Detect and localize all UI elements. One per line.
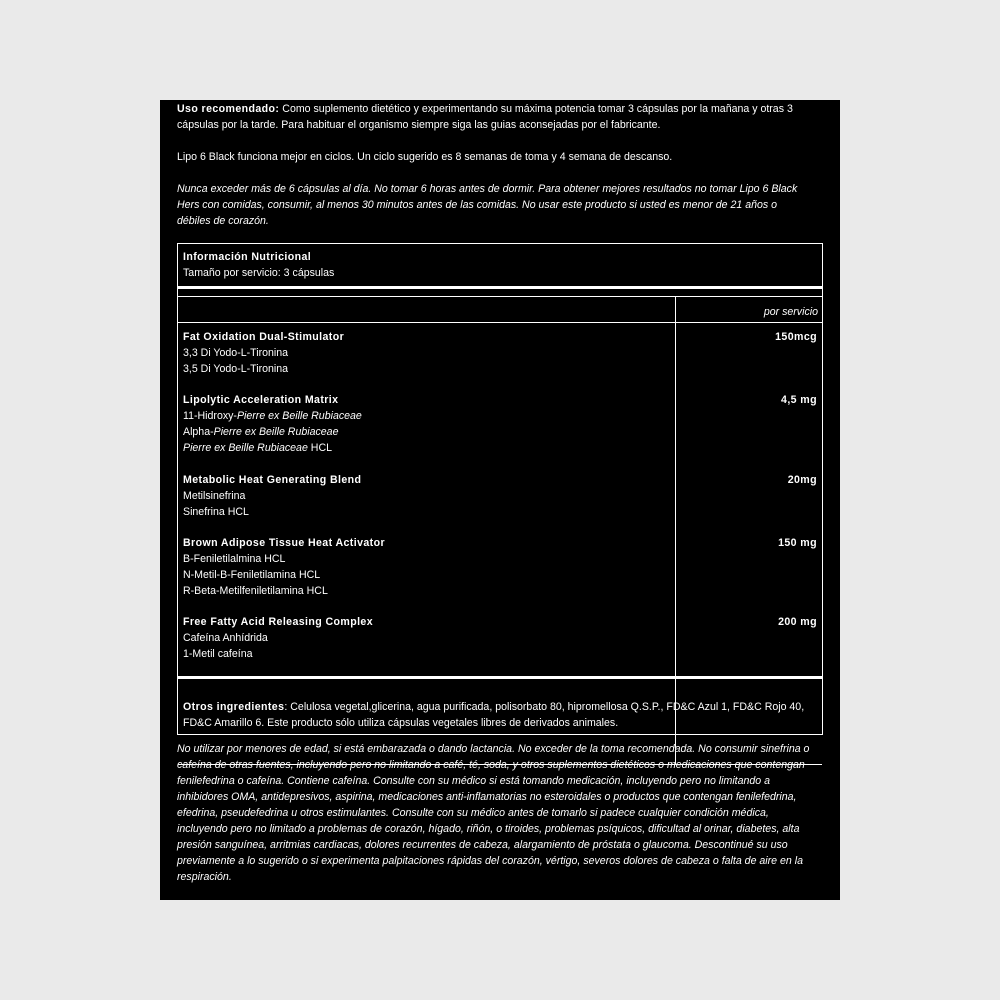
group-item-italic: Pierre ex Beille Rubiaceae [236, 410, 362, 422]
recommended-use-text: Como suplemento dietético y experimentando su máxima potencia tomar 3 cápsulas por la mañana y otras 3 cápsulas por la tarde. Para habituar el organismo siempre siga las guias aconsejadas por el fabricante. [177, 103, 793, 131]
group-amount: 200 mg [778, 616, 817, 628]
dosage-warning-paragraph: Nunca exceder más de 6 cápsulas al día. No tomar 6 horas antes de dormir. Para obtener mejores resultados no tomar Lipo 6 Black Hers con comidas, consumir, al menos 30 minutos antes de las comidas. No usar este producto si usted es menor de 21 años o débiles de corazón. [177, 183, 798, 227]
per-serving-header: por servicio [763, 306, 818, 318]
nutrition-facts-table [177, 243, 823, 735]
group-amount: 20mg [787, 474, 817, 486]
group-amount: 150mcg [775, 331, 817, 343]
other-ingredients-text: : Celulosa vegetal,glicerina, agua purificada, polisorbato 80, hipromellosa Q.S.P., FD&C Azul 1, FD&C Rojo 40, FD&C Amarillo 6. Este producto sólo utiliza cápsulas vegetales libres de derivados animales. [183, 701, 805, 729]
group-item-italic: Pierre ex Beille Rubiaceae [183, 442, 308, 454]
group-item: 3,3 Di Yodo-L-Tironina [183, 347, 289, 359]
serving-size: Tamaño por servicio: 3 cápsulas [183, 267, 335, 279]
group-name: Free Fatty Acid Releasing Complex [183, 616, 374, 628]
group-item: Sinefrina HCL [183, 506, 249, 518]
health-warning-paragraph: No utilizar por menores de edad, si está embarazada o dando lactancia. No exceder de la toma recomendada. No consumir sinefrina o cafeína de otras fuentes, incluyendo pero no limitando a café, té, soda, y otros suplementos dietéticos o medicaciones que contengan fenilefedrina o cafeína. Contiene cafeína. Consulte con su médico si está tomando medicación, incluyendo pero no limitando a inhibidores OMA, antidepresivos, aspirina, medicaciones anti-inflamatorias no esteroidales o productos que contengan fenilefedrina, efedrina, pseudefedrina u otros estimulantes. Consulte con su médico antes de tomarlo si padece cualquier condición médica, incluyendo pero no limitado a problemas de corazón, hígado, riñón, o tiroides, problemas psíquicos, dificultad al orinar, diabetes, alta presión sanguínea, arritmias cardiacas, dolores recurrentes de cabeza, alargamiento de próstata o glaucoma. Descontinué su uso previamente a lo sugerido o si experimenta palpitaciones rápidas del corazón, vértigo, severos dolores de cabeza o falta de aire en la respiración. [177, 743, 810, 883]
table-title: Información Nutricional [183, 251, 312, 263]
ingredient-group [183, 535, 663, 599]
group-name: Metabolic Heat Generating Blend [183, 474, 362, 486]
table-divider [178, 296, 822, 297]
group-item [183, 424, 663, 440]
group-item: N-Metil-B-Feniletilamina HCL [183, 569, 321, 581]
group-item: Cafeína Anhídrida [183, 632, 268, 644]
group-item: R-Beta-Metilfeniletilamina HCL [183, 585, 328, 597]
other-ingredients-box [177, 676, 823, 735]
group-name: Lipolytic Acceleration Matrix [183, 394, 339, 406]
group-item: Metilsinefrina [183, 490, 246, 502]
ingredient-group [183, 614, 663, 662]
cycle-paragraph: Lipo 6 Black funciona mejor en ciclos. Un ciclo sugerido es 8 semanas de toma y 4 semana de descanso. [177, 151, 673, 163]
group-name: Fat Oxidation Dual-Stimulator [183, 331, 345, 343]
ingredient-group [183, 392, 663, 456]
group-item-italic: Pierre ex Beille Rubiaceae [213, 426, 339, 438]
group-item-suffix: HCL [307, 442, 332, 454]
recommended-use-label: Uso recomendado: [177, 103, 280, 115]
ingredient-group [183, 472, 663, 520]
group-item: 1-Metil cafeína [183, 648, 253, 660]
group-item [183, 440, 663, 456]
group-item-prefix: Alpha- [183, 426, 214, 438]
supplement-label-panel [160, 100, 840, 900]
ingredient-group [183, 329, 663, 377]
table-header [183, 249, 334, 281]
table-divider-thick [178, 286, 822, 289]
group-item [183, 408, 663, 424]
group-name: Brown Adipose Tissue Heat Activator [183, 537, 385, 549]
table-divider [178, 322, 822, 323]
group-item-prefix: 11-Hidroxy- [183, 410, 237, 422]
group-amount: 150 mg [778, 537, 817, 549]
other-ingredients-paragraph [183, 699, 817, 731]
group-item: 3,5 Di Yodo-L-Tironina [183, 363, 289, 375]
other-ingredients-label: Otros ingredientes [183, 701, 285, 713]
group-item: B-Feniletilalmina HCL [183, 553, 286, 565]
group-amount: 4,5 mg [781, 394, 817, 406]
recommended-use-paragraph [177, 101, 827, 133]
